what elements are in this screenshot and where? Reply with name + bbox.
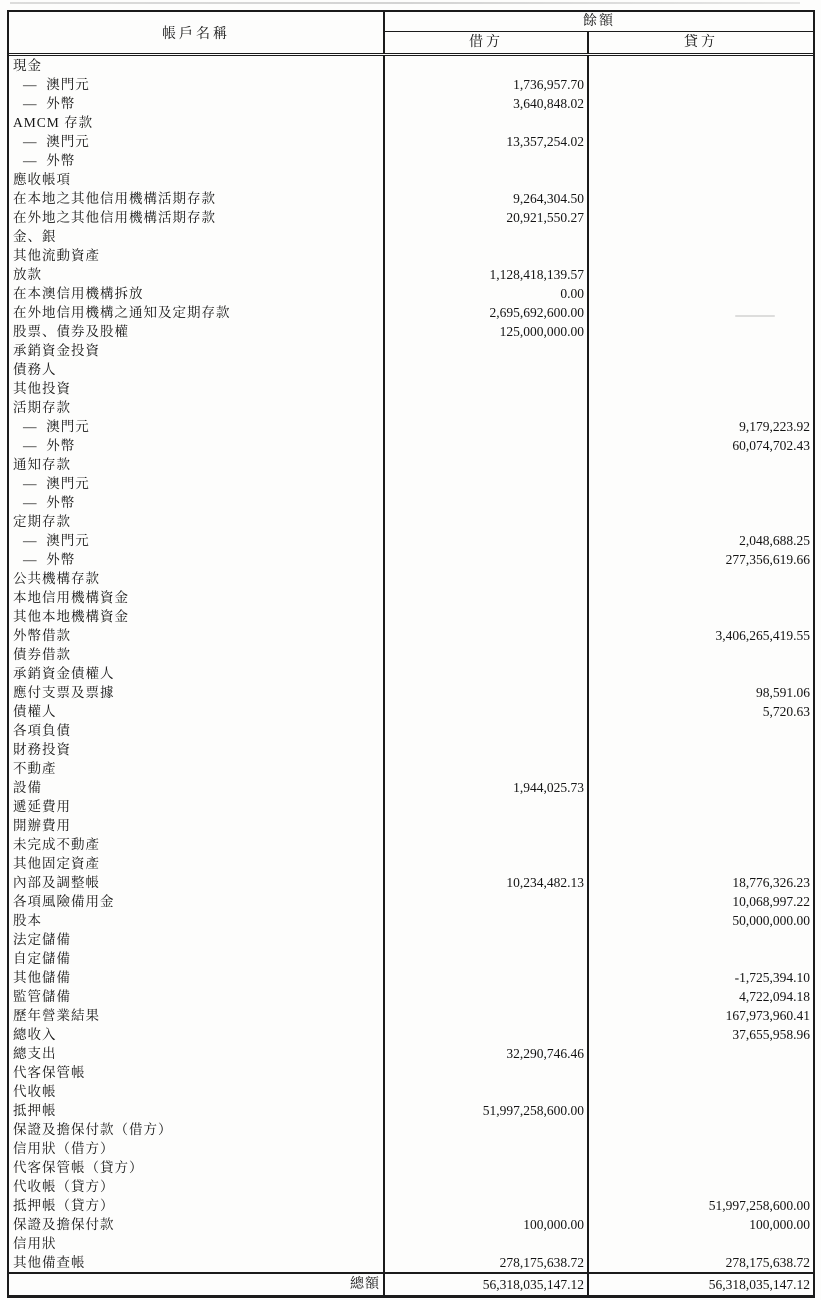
table-row xyxy=(9,569,813,588)
debit-cell: 0.00 xyxy=(385,284,589,303)
account-name-cell: 應收帳項 xyxy=(9,170,385,189)
table-row xyxy=(9,246,813,265)
table-row xyxy=(9,493,813,512)
credit-cell: 100,000.00 xyxy=(749,1217,810,1232)
table-row xyxy=(9,607,813,626)
credit-cell xyxy=(589,854,813,873)
table-row xyxy=(9,1025,813,1044)
account-name-cell: 股本 xyxy=(9,911,385,930)
table-row xyxy=(9,873,813,892)
credit-cell xyxy=(589,1158,813,1177)
account-name-cell: 金、銀 xyxy=(9,227,385,246)
account-name-cell: 各項風險備用金 xyxy=(9,892,385,911)
debit-cell xyxy=(385,436,589,455)
table-row xyxy=(9,702,813,721)
debit-cell xyxy=(385,911,589,930)
debit-cell xyxy=(385,759,589,778)
credit-cell xyxy=(589,284,813,303)
table-row xyxy=(9,284,813,303)
table-row xyxy=(9,1082,813,1101)
account-name-cell: 代客保管帳（貸方） xyxy=(9,1158,385,1177)
debit-cell xyxy=(385,512,589,531)
account-name-cell: 在本澳信用機構拆放 xyxy=(9,284,385,303)
debit-cell xyxy=(385,987,589,1006)
total-debit-value: 56,318,035,147.12 xyxy=(385,1274,589,1295)
table-row xyxy=(9,341,813,360)
account-name-cell: 保證及擔保付款 xyxy=(9,1215,385,1234)
debit-cell xyxy=(385,113,589,132)
account-name-cell: 承銷資金債權人 xyxy=(9,664,385,683)
account-name-cell: 外幣借款 xyxy=(9,626,385,645)
credit-cell xyxy=(589,664,813,683)
table-body xyxy=(9,56,813,1272)
table-row xyxy=(9,797,813,816)
table-row xyxy=(9,1253,813,1272)
table-row xyxy=(9,303,813,322)
debit-cell xyxy=(385,1120,589,1139)
table-row xyxy=(9,265,813,284)
debit-cell xyxy=(385,398,589,417)
credit-cell xyxy=(589,588,813,607)
balance-sheet-table xyxy=(7,10,815,1298)
account-name-cell: AMCM 存款 xyxy=(9,113,385,132)
account-name-cell: 歷年營業結果 xyxy=(9,1006,385,1025)
table-row xyxy=(9,417,813,436)
table-row xyxy=(9,56,813,75)
table-row xyxy=(9,170,813,189)
account-name-cell: 現金 xyxy=(9,56,385,75)
debit-cell xyxy=(385,588,589,607)
account-name-cell: — 外幣 xyxy=(9,151,385,170)
debit-cell xyxy=(385,721,589,740)
credit-cell xyxy=(589,721,813,740)
table-header xyxy=(9,12,813,56)
credit-cell xyxy=(589,512,813,531)
account-name-cell: 總收入 xyxy=(9,1025,385,1044)
table-row xyxy=(9,132,813,151)
credit-cell xyxy=(589,759,813,778)
account-name-cell: 股票、債券及股權 xyxy=(9,322,385,341)
debit-cell xyxy=(385,740,589,759)
table-row xyxy=(9,759,813,778)
credit-cell xyxy=(589,132,813,151)
account-name-cell: 在外地之其他信用機構活期存款 xyxy=(9,208,385,227)
account-name-cell: — 澳門元 xyxy=(9,417,385,436)
account-name-cell: 未完成不動產 xyxy=(9,835,385,854)
account-name-cell: 開辦費用 xyxy=(9,816,385,835)
table-row xyxy=(9,1196,813,1215)
table-row xyxy=(9,379,813,398)
account-name-cell: 代客保管帳 xyxy=(9,1063,385,1082)
table-row xyxy=(9,398,813,417)
credit-cell: 51,997,258,600.00 xyxy=(708,1198,810,1213)
total-label: 總額 xyxy=(9,1274,385,1295)
table-row xyxy=(9,1063,813,1082)
table-row xyxy=(9,626,813,645)
credit-cell xyxy=(589,835,813,854)
credit-cell xyxy=(589,816,813,835)
credit-cell xyxy=(589,227,813,246)
account-name-cell: 代收帳 xyxy=(9,1082,385,1101)
debit-cell xyxy=(385,645,589,664)
credit-cell: 167,973,960.41 xyxy=(725,1008,810,1023)
credit-cell xyxy=(589,360,813,379)
credit-cell xyxy=(589,170,813,189)
credit-cell: -1,725,394.10 xyxy=(734,970,810,985)
credit-cell xyxy=(589,246,813,265)
account-name-cell: 不動產 xyxy=(9,759,385,778)
debit-cell xyxy=(385,816,589,835)
debit-cell xyxy=(385,569,589,588)
account-name-cell: 其他固定資產 xyxy=(9,854,385,873)
account-name-cell: 債務人 xyxy=(9,360,385,379)
table-row xyxy=(9,1215,813,1234)
debit-cell xyxy=(385,531,589,550)
debit-cell xyxy=(385,341,589,360)
table-row xyxy=(9,835,813,854)
table-row xyxy=(9,987,813,1006)
debit-cell xyxy=(385,835,589,854)
credit-cell: 9,179,223.92 xyxy=(739,419,810,434)
credit-cell xyxy=(589,1139,813,1158)
table-row xyxy=(9,189,813,208)
debit-cell xyxy=(385,360,589,379)
credit-cell: 5,720.63 xyxy=(762,704,810,719)
account-name-cell: — 澳門元 xyxy=(9,531,385,550)
account-name-cell: 活期存款 xyxy=(9,398,385,417)
debit-cell xyxy=(385,455,589,474)
credit-cell xyxy=(589,208,813,227)
debit-cell xyxy=(385,797,589,816)
debit-cell xyxy=(385,550,589,569)
credit-cell: 277,356,619.66 xyxy=(725,552,810,567)
credit-cell xyxy=(589,740,813,759)
debit-cell: 9,264,304.50 xyxy=(385,189,589,208)
credit-cell: 98,591.06 xyxy=(756,685,810,700)
account-name-cell: 各項負債 xyxy=(9,721,385,740)
debit-cell xyxy=(385,417,589,436)
debit-cell: 1,944,025.73 xyxy=(385,778,589,797)
account-name-cell: 在外地信用機構之通知及定期存款 xyxy=(9,303,385,322)
account-name-cell: 代收帳（貸方） xyxy=(9,1177,385,1196)
table-row xyxy=(9,645,813,664)
debit-cell: 20,921,550.27 xyxy=(385,208,589,227)
table-row xyxy=(9,436,813,455)
credit-cell xyxy=(589,455,813,474)
account-name-cell: 其他本地機構資金 xyxy=(9,607,385,626)
credit-cell xyxy=(589,493,813,512)
table-row xyxy=(9,94,813,113)
debit-cell xyxy=(385,227,589,246)
account-name-cell: 通知存款 xyxy=(9,455,385,474)
debit-cell xyxy=(385,683,589,702)
account-name-cell: 自定儲備 xyxy=(9,949,385,968)
table-row xyxy=(9,113,813,132)
table-row xyxy=(9,949,813,968)
total-credit-value: 56,318,035,147.12 xyxy=(708,1277,810,1292)
scan-artifact-top-line xyxy=(10,2,800,4)
debit-cell xyxy=(385,1234,589,1253)
credit-cell xyxy=(589,1101,813,1120)
table-row xyxy=(9,816,813,835)
table-row xyxy=(9,778,813,797)
debit-cell: 100,000.00 xyxy=(385,1215,589,1234)
account-name-cell: 抵押帳（貸方） xyxy=(9,1196,385,1215)
table-row xyxy=(9,1044,813,1063)
table-row xyxy=(9,1120,813,1139)
account-name-cell: 在本地之其他信用機構活期存款 xyxy=(9,189,385,208)
account-name-cell: 其他流動資產 xyxy=(9,246,385,265)
debit-cell: 278,175,638.72 xyxy=(385,1253,589,1272)
debit-cell: 2,695,692,600.00 xyxy=(385,303,589,322)
debit-cell xyxy=(385,626,589,645)
debit-cell xyxy=(385,1082,589,1101)
debit-cell xyxy=(385,493,589,512)
table-row xyxy=(9,322,813,341)
account-name-cell: — 外幣 xyxy=(9,94,385,113)
debit-cell xyxy=(385,56,589,75)
column-header-balance: 餘額 xyxy=(385,12,813,32)
table-row xyxy=(9,1158,813,1177)
credit-cell xyxy=(589,75,813,94)
debit-cell: 3,640,848.02 xyxy=(385,94,589,113)
debit-cell: 125,000,000.00 xyxy=(385,322,589,341)
debit-credit-header-row xyxy=(385,32,813,53)
table-row xyxy=(9,1139,813,1158)
account-name-cell: 監管儲備 xyxy=(9,987,385,1006)
total-row xyxy=(9,1272,813,1295)
credit-cell xyxy=(589,645,813,664)
account-name-cell: 法定儲備 xyxy=(9,930,385,949)
debit-cell xyxy=(385,379,589,398)
table-row xyxy=(9,360,813,379)
debit-cell xyxy=(385,1177,589,1196)
debit-cell xyxy=(385,246,589,265)
debit-cell xyxy=(385,949,589,968)
debit-cell xyxy=(385,930,589,949)
debit-cell xyxy=(385,1196,589,1215)
credit-cell xyxy=(589,113,813,132)
debit-cell: 13,357,254.02 xyxy=(385,132,589,151)
table-row xyxy=(9,854,813,873)
account-name-cell: 承銷資金投資 xyxy=(9,341,385,360)
debit-cell: 10,234,482.13 xyxy=(385,873,589,892)
account-name-cell: 保證及擔保付款（借方） xyxy=(9,1120,385,1139)
table-row xyxy=(9,721,813,740)
debit-cell xyxy=(385,151,589,170)
credit-cell xyxy=(589,341,813,360)
table-row xyxy=(9,683,813,702)
table-row xyxy=(9,75,813,94)
debit-cell: 1,736,957.70 xyxy=(385,75,589,94)
account-name-cell: 內部及調整帳 xyxy=(9,873,385,892)
debit-cell xyxy=(385,607,589,626)
account-name-cell: 本地信用機構資金 xyxy=(9,588,385,607)
account-name-cell: — 澳門元 xyxy=(9,132,385,151)
account-name-cell: 抵押帳 xyxy=(9,1101,385,1120)
credit-cell: 4,722,094.18 xyxy=(739,989,810,1004)
account-name-cell: 定期存款 xyxy=(9,512,385,531)
account-name-cell: 設備 xyxy=(9,778,385,797)
debit-cell xyxy=(385,1006,589,1025)
account-name-cell: 公共機構存款 xyxy=(9,569,385,588)
account-name-cell: — 外幣 xyxy=(9,493,385,512)
debit-cell xyxy=(385,968,589,987)
credit-cell xyxy=(589,474,813,493)
account-name-cell: 總支出 xyxy=(9,1044,385,1063)
credit-cell xyxy=(589,265,813,284)
debit-cell xyxy=(385,1139,589,1158)
credit-cell xyxy=(589,303,813,322)
credit-cell xyxy=(589,949,813,968)
table-row xyxy=(9,1234,813,1253)
table-row xyxy=(9,531,813,550)
credit-cell xyxy=(589,189,813,208)
debit-cell xyxy=(385,1025,589,1044)
table-row xyxy=(9,968,813,987)
credit-cell xyxy=(589,1044,813,1063)
debit-cell xyxy=(385,702,589,721)
credit-cell xyxy=(589,607,813,626)
account-name-cell: 應付支票及票據 xyxy=(9,683,385,702)
credit-cell xyxy=(589,1234,813,1253)
credit-cell xyxy=(589,797,813,816)
account-name-cell: 信用狀 xyxy=(9,1234,385,1253)
account-name-cell: 其他儲備 xyxy=(9,968,385,987)
account-name-cell: 債權人 xyxy=(9,702,385,721)
debit-cell xyxy=(385,474,589,493)
credit-cell: 60,074,702.43 xyxy=(732,438,810,453)
credit-cell xyxy=(589,56,813,75)
credit-cell xyxy=(589,94,813,113)
debit-cell xyxy=(385,854,589,873)
table-row xyxy=(9,588,813,607)
table-row xyxy=(9,892,813,911)
debit-cell: 1,128,418,139.57 xyxy=(385,265,589,284)
credit-cell xyxy=(589,1063,813,1082)
debit-cell: 32,290,746.46 xyxy=(385,1044,589,1063)
credit-cell xyxy=(589,1082,813,1101)
credit-cell xyxy=(589,778,813,797)
credit-cell xyxy=(589,379,813,398)
credit-cell xyxy=(589,569,813,588)
table-row xyxy=(9,740,813,759)
table-row xyxy=(9,151,813,170)
credit-cell xyxy=(589,151,813,170)
table-row xyxy=(9,1006,813,1025)
table-row xyxy=(9,550,813,569)
account-name-cell: 債券借款 xyxy=(9,645,385,664)
credit-cell: 10,068,997.22 xyxy=(732,894,810,909)
account-name-cell: 財務投資 xyxy=(9,740,385,759)
debit-cell xyxy=(385,1158,589,1177)
column-header-account-name: 帳戶名稱 xyxy=(9,12,385,53)
table-row xyxy=(9,664,813,683)
account-name-cell: — 澳門元 xyxy=(9,474,385,493)
balance-header-group xyxy=(385,12,813,53)
account-name-cell: 遞延費用 xyxy=(9,797,385,816)
credit-cell xyxy=(589,322,813,341)
table-row xyxy=(9,512,813,531)
account-name-cell: — 外幣 xyxy=(9,436,385,455)
table-row xyxy=(9,911,813,930)
credit-cell xyxy=(589,930,813,949)
credit-cell: 37,655,958.96 xyxy=(732,1027,810,1042)
table-row xyxy=(9,474,813,493)
column-header-debit: 借方 xyxy=(385,32,589,53)
debit-cell xyxy=(385,664,589,683)
credit-cell xyxy=(589,1177,813,1196)
account-name-cell: 信用狀（借方） xyxy=(9,1139,385,1158)
credit-cell: 3,406,265,419.55 xyxy=(715,628,810,643)
table-row xyxy=(9,1101,813,1120)
credit-cell: 50,000,000.00 xyxy=(732,913,810,928)
debit-cell: 51,997,258,600.00 xyxy=(385,1101,589,1120)
credit-cell: 2,048,688.25 xyxy=(739,533,810,548)
credit-cell: 18,776,326.23 xyxy=(732,875,810,890)
table-row xyxy=(9,930,813,949)
debit-cell xyxy=(385,892,589,911)
debit-cell xyxy=(385,170,589,189)
column-header-credit: 貸方 xyxy=(684,35,718,50)
table-row xyxy=(9,1177,813,1196)
account-name-cell: 其他備查帳 xyxy=(9,1253,385,1272)
account-name-cell: 放款 xyxy=(9,265,385,284)
table-row xyxy=(9,455,813,474)
credit-cell xyxy=(589,398,813,417)
credit-cell xyxy=(589,1120,813,1139)
debit-cell xyxy=(385,1063,589,1082)
account-name-cell: 其他投資 xyxy=(9,379,385,398)
table-row xyxy=(9,227,813,246)
credit-cell: 278,175,638.72 xyxy=(725,1255,810,1270)
account-name-cell: — 澳門元 xyxy=(9,75,385,94)
table-row xyxy=(9,208,813,227)
account-name-cell: — 外幣 xyxy=(9,550,385,569)
